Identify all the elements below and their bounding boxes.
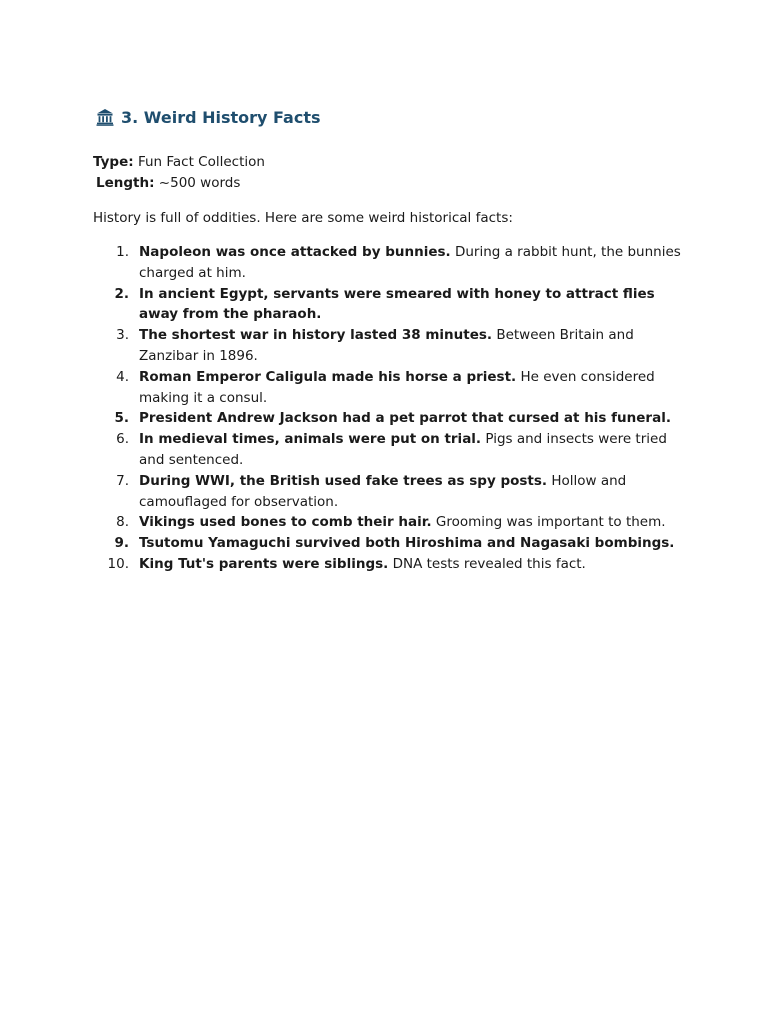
museum-icon [95, 107, 115, 127]
section-title: 3. Weird History Facts [121, 107, 321, 127]
type-line [93, 152, 683, 173]
list-item [93, 512, 683, 533]
list-item [93, 408, 683, 429]
fact-detail: Hollow and camouflaged for observation. [139, 472, 627, 510]
list-item [93, 471, 683, 513]
list-number: 3. [116, 327, 129, 344]
length-value: ~500 words [158, 175, 241, 191]
list-number: 10. [107, 555, 129, 572]
list-number: 9. [114, 535, 129, 552]
facts-list [93, 242, 683, 575]
fact-headline: Roman Emperor Caligula made his horse a priest. [139, 368, 517, 385]
list-number: 5. [114, 410, 129, 427]
list-item [93, 367, 683, 409]
list-number: 8. [116, 514, 129, 531]
fact-detail: DNA tests revealed this fact. [392, 555, 586, 572]
list-number: 1. [116, 244, 129, 260]
type-label: Type: [93, 154, 134, 170]
list-item [93, 429, 683, 471]
document-page [93, 104, 683, 575]
fact-detail: Pigs and insects were tried and sentenced. [139, 431, 667, 468]
list-item [93, 554, 683, 575]
list-item [93, 242, 683, 284]
section-heading [95, 104, 683, 130]
list-item [93, 325, 683, 367]
list-item [93, 533, 683, 554]
list-number: 7. [116, 472, 129, 489]
list-number: 4. [116, 368, 129, 385]
fact-headline: In ancient Egypt, servants were smeared with honey to attract flies away from the pharaoh. [139, 285, 655, 323]
fact-detail: Grooming was important to them. [435, 514, 666, 531]
fact-headline: Napoleon was once attacked by bunnies. [139, 244, 451, 260]
length-line [93, 173, 683, 194]
length-label: Length: [96, 175, 155, 191]
fact-headline: In medieval times, animals were put on trial. [139, 431, 482, 448]
fact-detail: Between Britain and Zanzibar in 1896. [139, 327, 634, 364]
list-item [93, 284, 683, 326]
fact-headline: During WWI, the British used fake trees as spy posts. [139, 472, 548, 489]
fact-headline: The shortest war in history lasted 38 minutes. [139, 327, 493, 344]
list-number: 2. [114, 285, 129, 302]
list-number: 6. [116, 431, 129, 448]
fact-detail: During a rabbit hunt, the bunnies charged at him. [139, 244, 681, 281]
fact-headline: King Tut's parents were siblings. [139, 555, 389, 572]
fact-detail: He even considered making it a consul. [139, 368, 655, 406]
type-value: Fun Fact Collection [137, 154, 265, 170]
fact-headline: President Andrew Jackson had a pet parrot that cursed at his funeral. [139, 410, 671, 427]
fact-headline: Tsutomu Yamaguchi survived both Hiroshima and Nagasaki bombings. [139, 535, 675, 552]
fact-headline: Vikings used bones to comb their hair. [139, 514, 432, 531]
intro-paragraph: History is full of oddities. Here are some weird historical facts: [93, 210, 513, 226]
